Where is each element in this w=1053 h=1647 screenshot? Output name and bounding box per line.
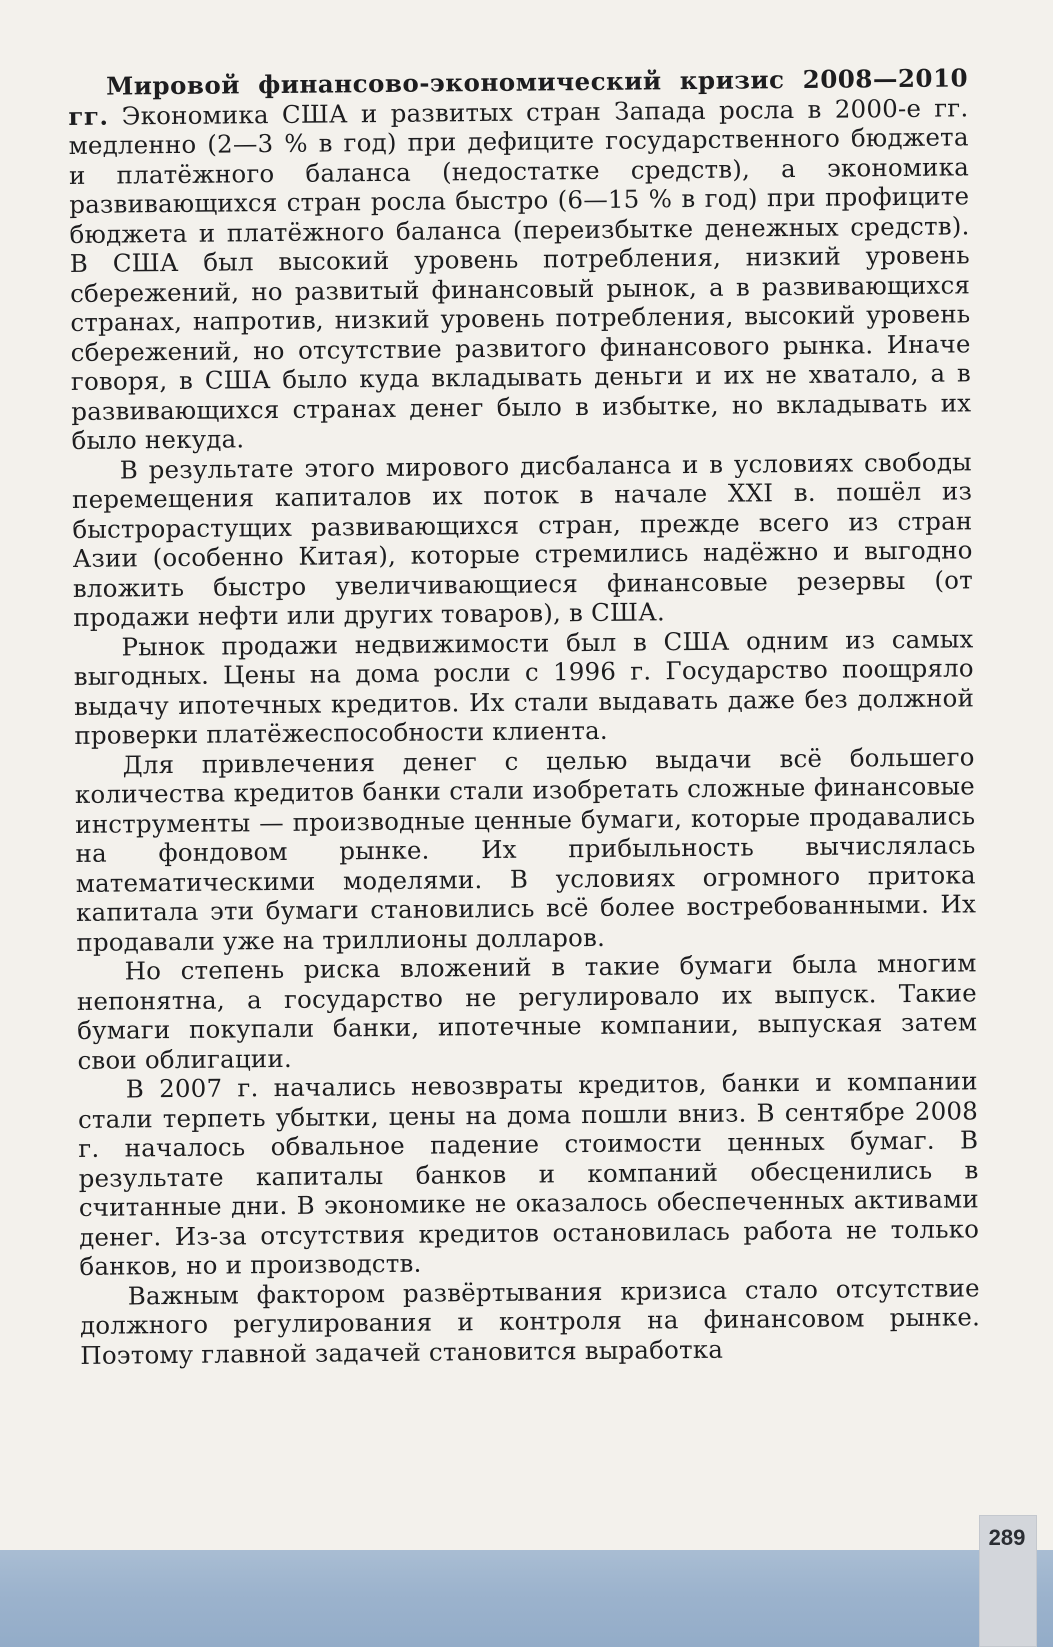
paragraph-4: Для привлечения денег с целью выдачи всё большего количества кредитов банки стали изобретать сложные финансовые инструменты — производные ценные бумаги, которые продавались на фондовом рынке. Их прибыльность вычислялась математическими моделями. В условиях огромного притока капитала эти бумаги становились всё более востребованными. Их продавали уже на триллионы долларов. [74,741,977,957]
paragraph-3: Рынок продажи недвижимости был в США одним из самых выгодных. Цены на дома росли с 1996 г. Государство поощряло выдачу ипотечных кредитов. Их стали выдавать даже без должной проверки платёжеспособности клиента. [73,623,975,750]
paragraph-5: Но степень риска вложений в такие бумаги была многим непонятна, а государство не регулировало их выпуск. Такие бумаги покупали банки, ипотечные компании, выпуская затем свои облигации. [76,948,978,1075]
paragraph-6: В 2007 г. начались невозвраты кредитов, банки и компании стали терпеть убытки, цены на дома пошли вниз. В сентябре 2008 г. началось обвальное падение стоимости ценных бумаг. В результате капиталы банков и компаний обесценились в считанные дни. В экономике не оказалось обеспеченных активами денег. Из-за отсутствия кредитов остановилась работа не только банков, но и производств. [77,1066,980,1281]
body-text [68,63,980,1370]
footer-band [0,1550,1053,1647]
page-number: 289 [988,1525,1026,1550]
paragraph-7: Важным фактором развёртывания кризиса стало отсутствие должного регулирования и контроля на финансовом рынке. Поэтому главной задачей становится выработка [79,1272,981,1370]
paragraph-1 [68,63,972,455]
paragraph-1-text: Экономика США и развитых стран Запада росла в 2000-е гг. медленно (2—3 % в год) при дефиците государственного бюджета и платёжного баланса (недостатке средств), а экономика развивающихся стран росла быстро (6—15 % в год) при профиците бюджета и платёжного баланса (переизбытке денежных средств). В США был высокий уровень потребления, низкий уровень сбережений, но развитый финансовый рынок, а в развивающихся странах, напротив, низкий уровень потребления, высокий уровень сбережений, но отсутствие развитого финансового рынка. Иначе говоря, в США было куда вкладывать деньги и их не хватало, а в развивающихся странах денег было в избытке, но вкладывать их было некуда. [68,92,972,455]
paragraph-2: В результате этого мирового дисбаланса и в условиях свободы перемещения капиталов их поток в начале XXI в. пошёл из быстрорастущих развивающихся стран, прежде всего из стран Азии (особенно Китая), которые стремились надёжно и выгодно вложить быстро увеличивающиеся финансовые резервы (от продажи нефти или других товаров), в США. [71,446,974,632]
section-heading: Мировой финансово-экономический кризис 2008—2010 гг. [68,63,969,131]
